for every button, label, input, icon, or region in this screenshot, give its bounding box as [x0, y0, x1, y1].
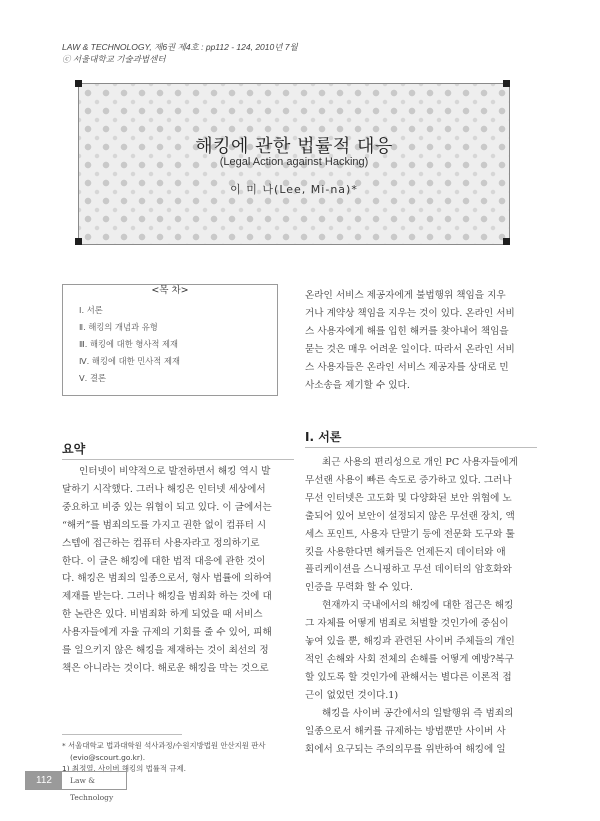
text-line: 일종으로서 해커를 규제하는 방법뿐만 사이버 사 [305, 725, 506, 737]
corner-mark-bottom-right [503, 238, 510, 245]
abstract-continuation [305, 287, 537, 394]
text-line: 인터넷이 비약적으로 발전하면서 해킹 역시 발 [79, 466, 271, 477]
copyright-line: ⓒ 서울대학교 기술과법센터 [62, 54, 166, 64]
text-line: 제재를 받는다. 그러나 해킹을 범죄화 하는 것에 대 [62, 591, 272, 603]
corner-mark-bottom-left [75, 238, 82, 245]
toc-item: Ⅰ. 서론 [79, 305, 103, 315]
footnotes [62, 740, 294, 775]
footnote-rule [62, 734, 182, 735]
text-line: 스템에 접근하는 컴퓨터 사용자라고 정의하기로 [62, 537, 260, 549]
text-line: 중요하고 비중 있는 위협이 되고 있다. 이 글에서는 [62, 501, 272, 513]
toc-heading: <목 차> [147, 285, 192, 296]
corner-mark-top-left [75, 80, 82, 87]
text-line: 적인 손해와 사회 전체의 손해를 어떻게 예방?복구 [305, 653, 514, 665]
text-line: 를 일으키지 않은 해킹을 제재하는 것이 최선의 정 [62, 645, 269, 657]
text-line: “해커”를 범죄의도를 가지고 권한 없이 컴퓨터 시 [62, 519, 267, 531]
page-footer [25, 771, 127, 802]
text-line: 묻는 것은 매우 어려운 일이다. 따라서 온라인 서비 [305, 343, 515, 355]
abstract-heading: 요약 [62, 442, 86, 456]
text-line: 현재까지 국내에서의 해킹에 대한 접근은 해킹 [322, 600, 514, 612]
text-line: 다. 해킹은 범죄의 일종으로서, 형사 법률에 의하여 [62, 573, 272, 585]
text-line: 근이 없었던 것이다.1) [305, 689, 399, 701]
text-line: 책은 아니라는 것이다. 해로운 해킹을 막는 것으로 [62, 662, 269, 674]
text-line: 인증을 무력화 할 수 있다. [305, 582, 413, 594]
text-line: 거나 계약상 책임을 지우는 것이 있다. 온라인 서비 [305, 307, 515, 319]
toc-item: Ⅴ. 결론 [79, 373, 106, 383]
text-line: 할 있도록 할 것인가에 관해서는 별다른 이론적 접 [305, 671, 512, 683]
text-line: 플리케이션을 스니핑하고 무선 데이터의 암호화와 [305, 564, 512, 576]
text-line: 그 자체를 어떻게 범죄로 처벌할 것인가에 중심이 [305, 618, 509, 630]
corner-mark-top-right [503, 80, 510, 87]
abstract-rule [62, 459, 294, 460]
abstract-body [62, 463, 294, 678]
toc-item: Ⅳ. 해킹에 대한 민사적 제재 [79, 356, 180, 366]
title-box [78, 83, 510, 245]
text-line: 킷을 사용한다면 해커들은 언제든지 데이터와 애 [305, 546, 506, 558]
footnote-author: * 서울대학교 법과대학원 석사과정/수원지방법원 안산지원 판사 [62, 741, 266, 750]
journal-name: Law & Technology [70, 776, 114, 802]
page-number: 112 [26, 772, 62, 789]
intro-rule [305, 447, 537, 448]
text-line: 스 사용자들은 온라인 서비스 제공자를 상대로 민 [305, 361, 509, 373]
footnote-email: (evio@scourt.go.kr). [70, 752, 146, 762]
article-title: 해킹에 관한 법률적 대응 [195, 136, 393, 157]
footnote-1: 1) 최정열, 사이버 해킹의 법률적 규제. [62, 764, 186, 773]
section-heading-intro: Ⅰ. 서론 [305, 430, 342, 444]
table-of-contents [62, 284, 278, 396]
intro-body [305, 454, 537, 758]
text-line: 해킹을 사이버 공간에서의 일탈행위 즉 범죄의 [322, 707, 514, 719]
text-line: 한다. 이 글은 해킹에 대한 법적 대응에 관한 것이 [62, 555, 266, 567]
text-line: 회에서 요구되는 주의의무를 위반하여 해킹에 일 [305, 743, 506, 755]
text-line: 온라인 서비스 제공자에게 불법행위 책임을 지우 [305, 290, 506, 301]
text-line: 무선랜 사용이 빠른 속도로 증가하고 있다. 그러나 [305, 474, 512, 486]
text-line: 놓여 있을 뿐, 해킹과 관련된 사이버 주체들의 개인 [305, 636, 515, 648]
text-line: 세스 포인트, 사용자 단말기 등에 전문화 도구와 툴 [305, 528, 515, 540]
text-line: 스 사용자에게 해를 입힌 해커를 찾아내어 책임을 [305, 325, 509, 337]
text-line: 사용자들에게 자율 규제의 기회를 줄 수 있어, 피해 [62, 627, 272, 639]
text-line: 출되어 있어 보안이 설정되지 않은 무선랜 장치, 액 [305, 510, 515, 522]
text-line: 최근 사용의 편리성으로 개인 PC 사용자들에게 [322, 457, 518, 468]
text-line: 사소송을 제기할 수 있다. [305, 379, 410, 391]
text-line: 한 논란은 있다. 비범죄화 하게 되었을 때 서비스 [62, 609, 263, 621]
text-line: 달하기 시작했다. 그러나 해킹은 인터넷 세상에서 [62, 483, 266, 495]
text-line: 무선 인터넷은 고도화 및 다양화된 보안 위협에 노 [305, 492, 512, 504]
author-name: 이 미 나(Lee, Mi-na)* [230, 183, 358, 196]
toc-list [79, 302, 180, 387]
toc-item: Ⅱ. 해킹의 개념과 유형 [79, 322, 158, 332]
toc-item: Ⅲ. 해킹에 대한 형사적 제재 [79, 339, 179, 349]
journal-citation: LAW & TECHNOLOGY, 제6권 제4호 : pp112 - 124, 2010년 7월 [62, 42, 298, 52]
article-english-title: (Legal Action against Hacking) [219, 156, 369, 168]
